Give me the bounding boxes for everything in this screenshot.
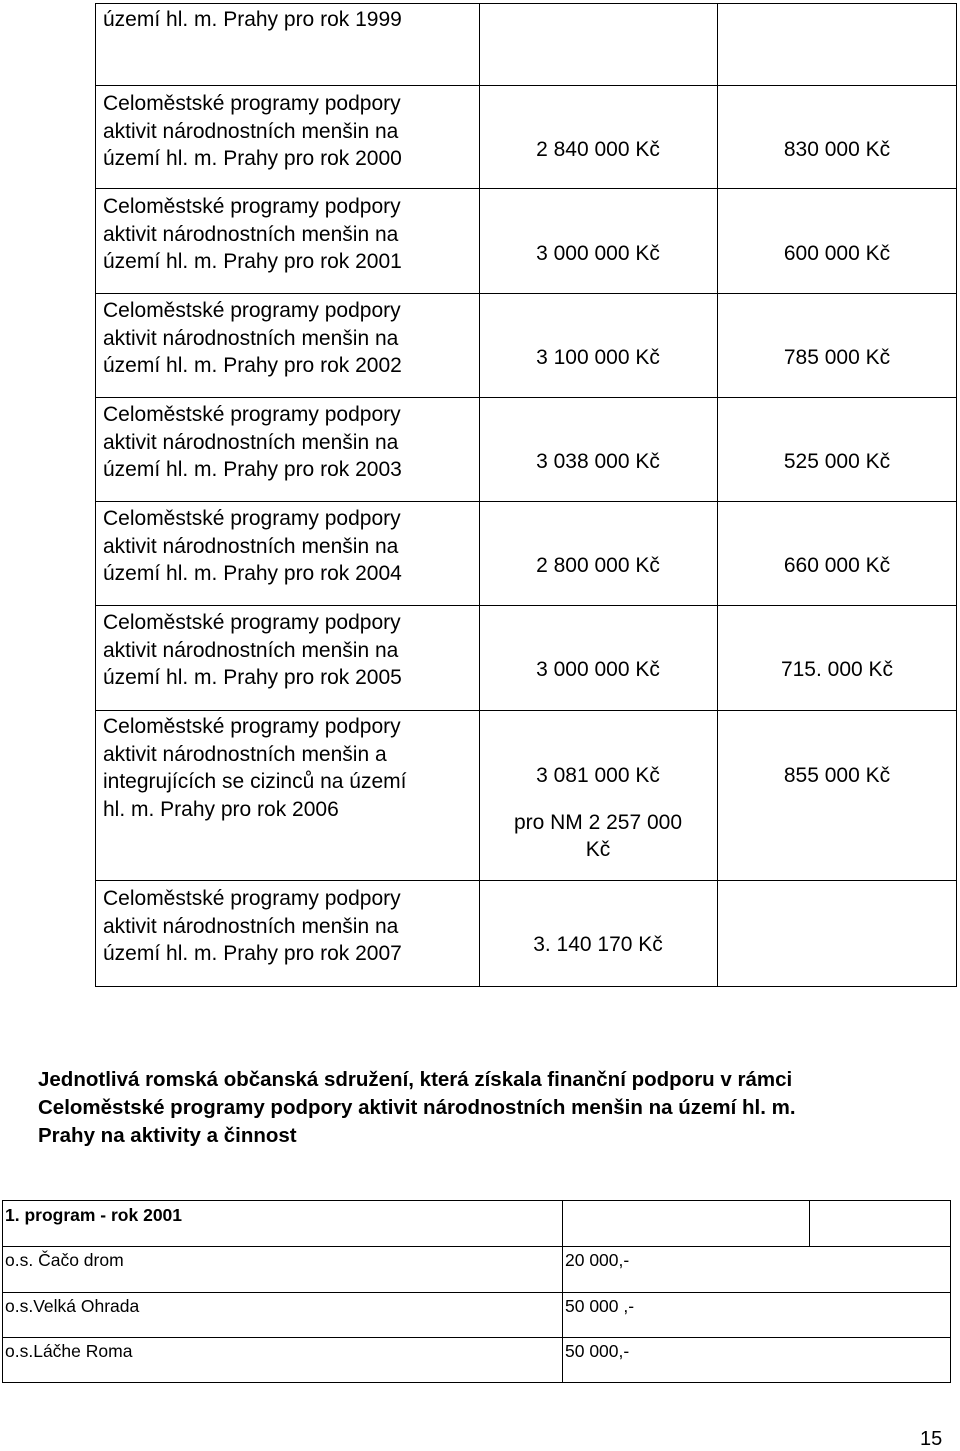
table-cell-roma: 830 000 Kč [783, 138, 891, 161]
row-divider [95, 501, 957, 502]
row-divider [2, 1292, 951, 1293]
heading-line: Celoměstské programy podpory aktivit národnostních menšin na území hl. m. [38, 1096, 796, 1119]
row-divider [2, 1246, 951, 1247]
table-cell-roma: 785 000 Kč [783, 346, 891, 369]
table-cell-total-note: Kč [585, 838, 611, 861]
table-cell-roma: 715. 000 Kč [780, 658, 894, 681]
heading-line: Prahy na aktivity a činnost [38, 1124, 297, 1147]
program-org-name: o.s. Čačo drom [5, 1250, 124, 1270]
page-number: 15 [920, 1428, 943, 1450]
program-org-amount: 50 000 ,- [565, 1296, 635, 1316]
table-cell-program: území hl. m. Prahy pro rok 1999 [103, 8, 402, 31]
table-cell-program: Celoměstské programy podpory aktivit národnostních menšin na území hl. m. Prahy pro rok 2002 [103, 299, 402, 377]
row-divider [95, 710, 957, 711]
row-divider [95, 605, 957, 606]
table-cell-roma: 855 000 Kč [783, 764, 891, 787]
table-cell-total: 3. 140 170 Kč [533, 933, 663, 956]
program-org-amount: 20 000,- [565, 1250, 630, 1270]
table-cell-total-note: pro NM 2 257 000 [513, 811, 683, 834]
row-divider [2, 1337, 951, 1338]
table-border-top [95, 3, 957, 4]
column-divider [562, 1200, 563, 1383]
section-heading [38, 1066, 938, 1150]
table-cell-program: Celoměstské programy podpory aktivit národnostních menšin na území hl. m. Prahy pro rok 2004 [103, 507, 402, 585]
table-cell-total: 3 100 000 Kč [536, 346, 660, 369]
table-cell-total: 3 000 000 Kč [536, 658, 660, 681]
table-cell-program: Celoměstské programy podpory aktivit národnostních menšin na území hl. m. Prahy pro rok 2003 [103, 403, 402, 481]
column-divider [809, 1200, 810, 1246]
row-divider [95, 188, 957, 189]
table-cell-program: Celoměstské programy podpory aktivit národnostních menšin na území hl. m. Prahy pro rok 2005 [103, 611, 402, 689]
table-border-bottom [95, 986, 957, 987]
program-org-name: o.s.Velká Ohrada [5, 1296, 140, 1316]
program-org-amount: 50 000,- [565, 1341, 630, 1361]
program-org-name: o.s.Láčhe Roma [5, 1341, 133, 1361]
row-divider [95, 880, 957, 881]
table-cell-total: 2 800 000 Kč [536, 554, 660, 577]
row-divider [95, 85, 957, 86]
table-cell-total: 3 081 000 Kč [536, 764, 660, 787]
heading-line: Jednotlivá romská občanská sdružení, která získala finanční podporu v rámci [38, 1068, 793, 1091]
funding-table [95, 3, 957, 987]
table-cell-total: 3 000 000 Kč [536, 242, 660, 265]
table-cell-program: Celoměstské programy podpory aktivit národnostních menšin a integrujících se cizinců na území hl. m. Prahy pro rok 2006 [103, 715, 407, 821]
table-cell-roma: 600 000 Kč [783, 242, 891, 265]
table-border-left [95, 3, 96, 987]
table-cell-roma: 660 000 Kč [783, 554, 891, 577]
table-cell-total: 3 038 000 Kč [536, 450, 660, 473]
table-cell-program: Celoměstské programy podpory aktivit národnostních menšin na území hl. m. Prahy pro rok 2001 [103, 195, 402, 273]
program-table [2, 1200, 951, 1384]
program-title: 1. program - rok 2001 [5, 1205, 183, 1225]
row-divider [95, 293, 957, 294]
table-cell-program: Celoměstské programy podpory aktivit národnostních menšin na území hl. m. Prahy pro rok 2007 [103, 887, 402, 965]
table-cell-roma: 525 000 Kč [783, 450, 891, 473]
table-cell-total: 2 840 000 Kč [536, 138, 660, 161]
row-divider [95, 397, 957, 398]
table-cell-program: Celoměstské programy podpory aktivit národnostních menšin na území hl. m. Prahy pro rok 2000 [103, 92, 402, 170]
